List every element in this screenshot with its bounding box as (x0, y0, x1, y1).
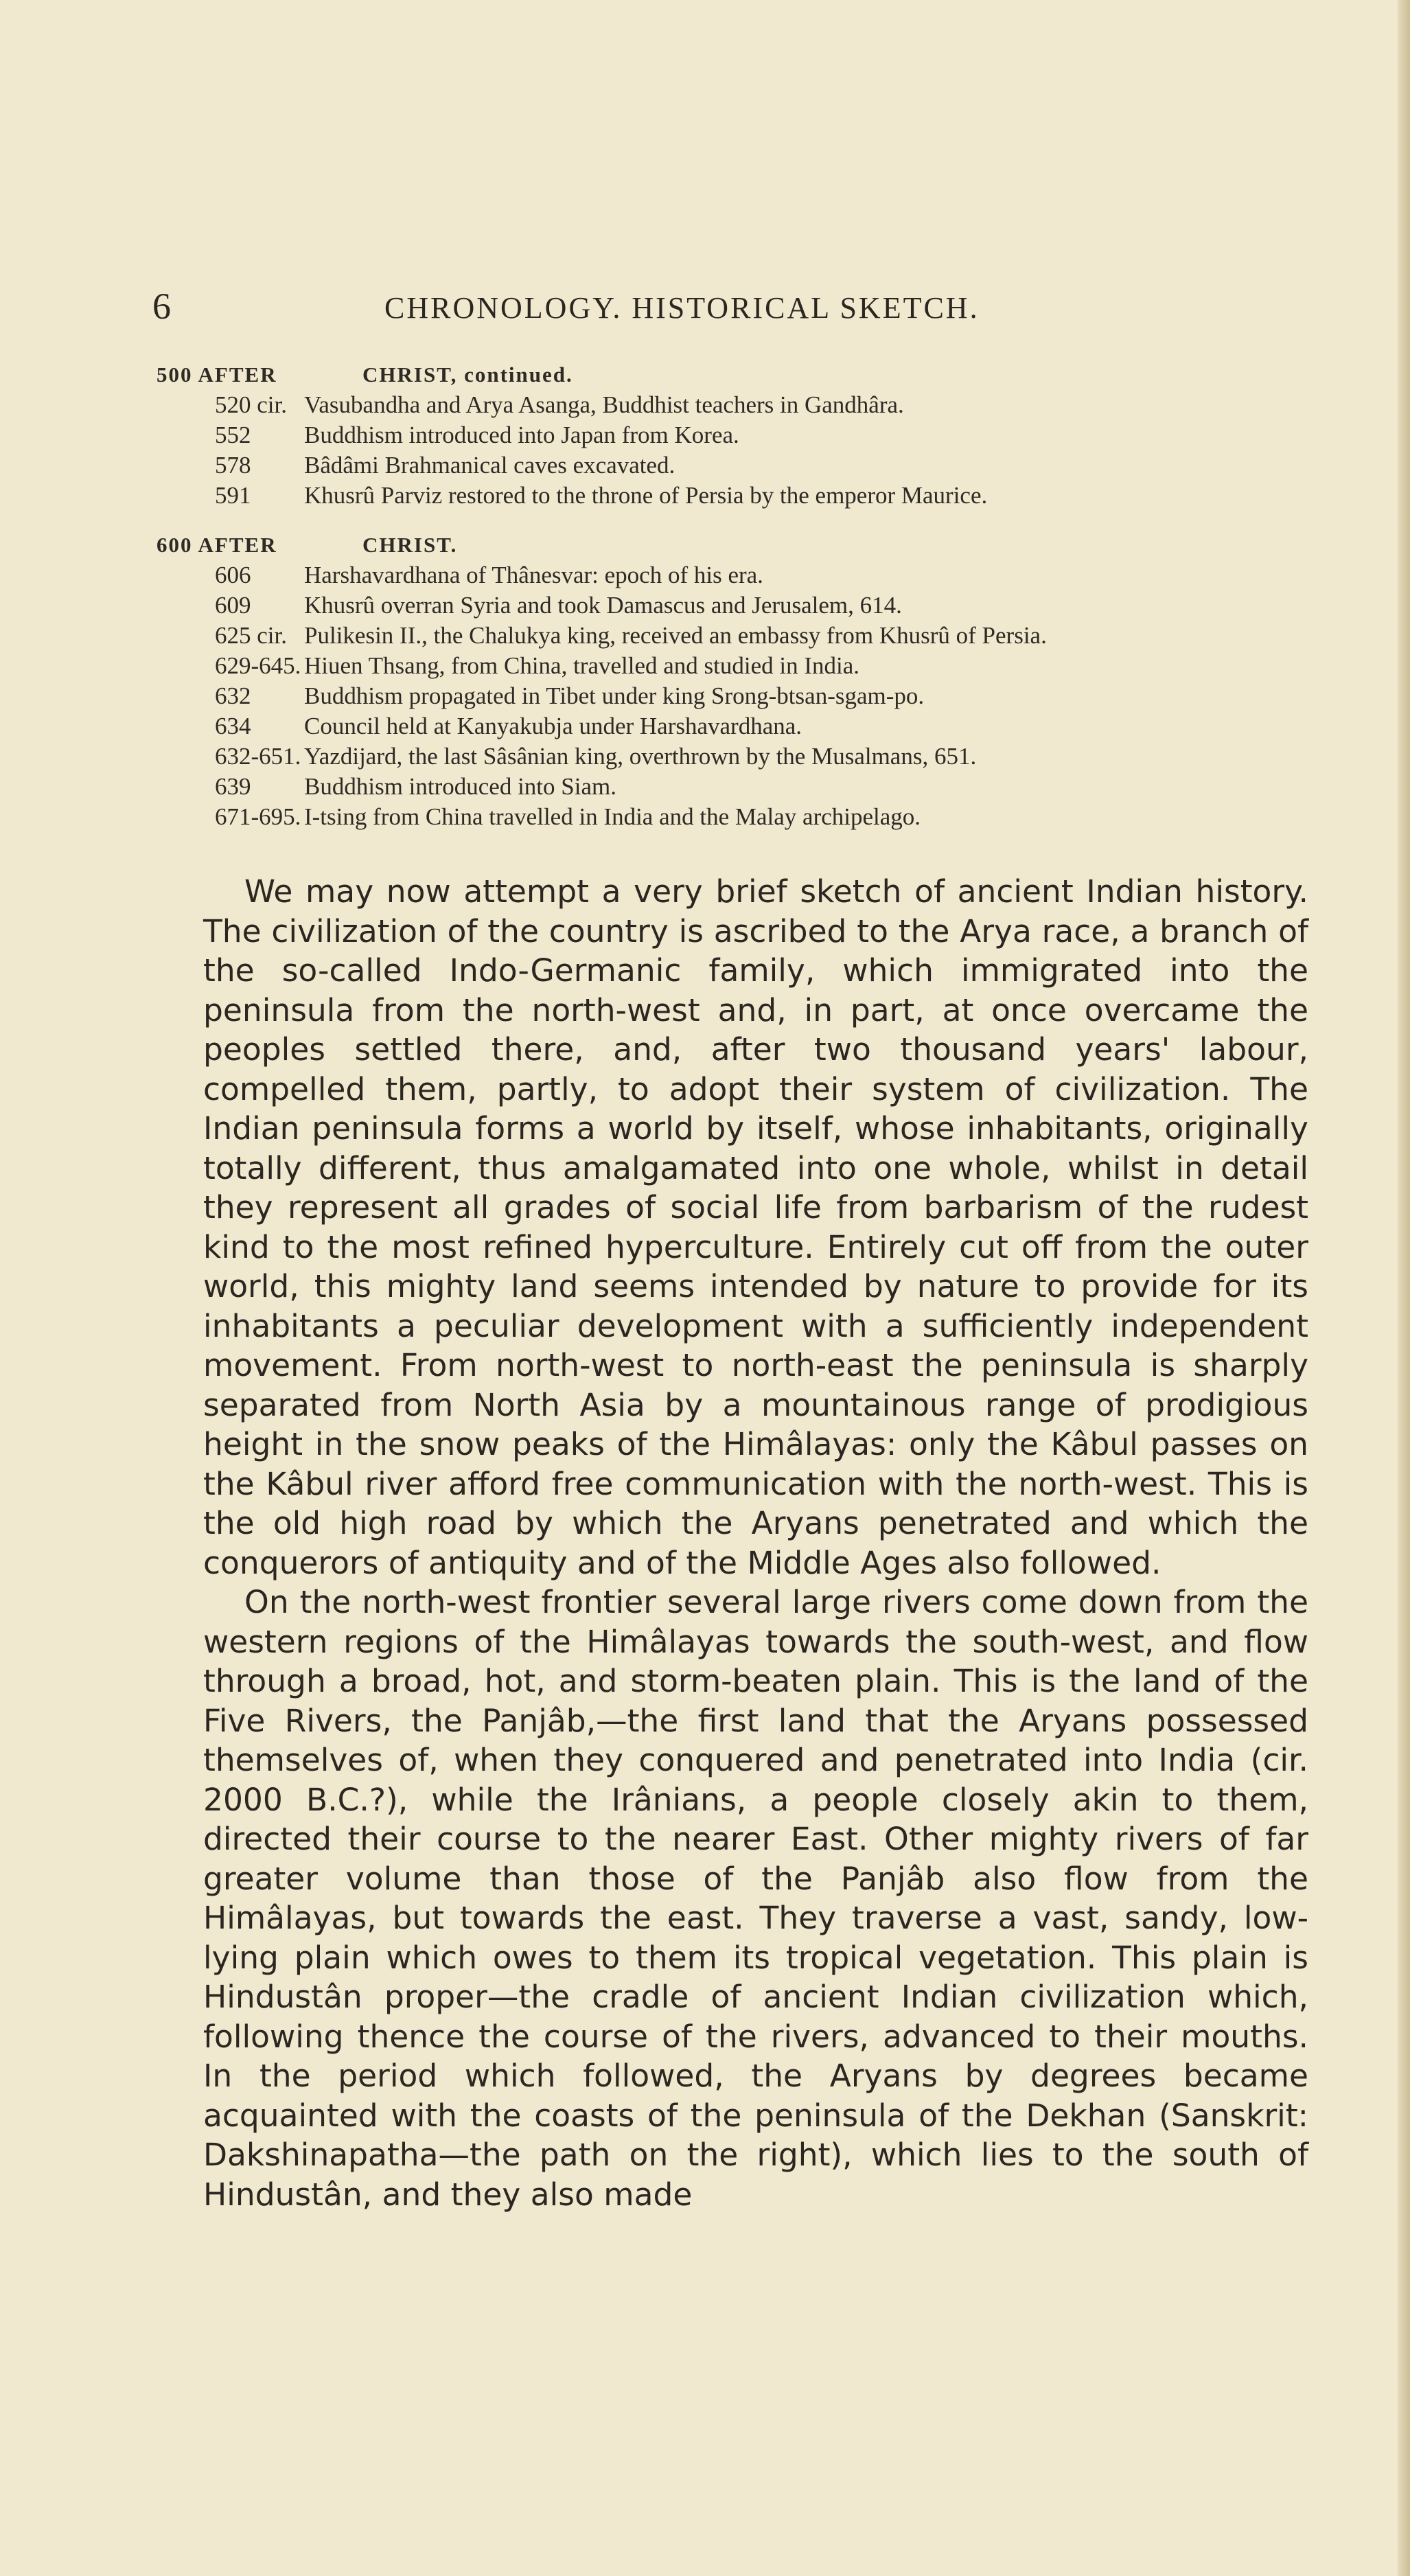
chronology-entry (157, 390, 1324, 420)
entry-date: 591 (215, 482, 251, 509)
entry-date: 629-645. (215, 652, 301, 679)
entry-text: I-tsing from China travelled in India and the Malay archipelago. (304, 803, 921, 830)
section-heading (157, 530, 1324, 560)
chronology-entry (157, 481, 1324, 511)
page-number: 6 (152, 286, 171, 327)
chronology-entry (157, 450, 1324, 481)
entry-text: Khusrû overran Syria and took Damascus and Jerusalem, 614. (304, 592, 902, 619)
chronology-entry (157, 772, 1324, 802)
chronology-entry (157, 741, 1324, 772)
chronology-entry (157, 802, 1324, 832)
entry-text: Buddhism introduced into Japan from Korea. (304, 422, 739, 448)
body-text (203, 872, 1308, 2214)
section-entries (157, 390, 1324, 511)
entry-date: 632 (215, 682, 251, 709)
chronology-entry (157, 711, 1324, 741)
entry-text: Buddhism propagated in Tibet under king Srong-btsan-sgam-po. (304, 682, 925, 709)
entry-date: 671-695. (215, 803, 301, 830)
entry-date: 634 (215, 713, 251, 739)
entry-text: Pulikesin II., the Chalukya king, received an embassy from Khusrû of Persia. (304, 622, 1047, 649)
paragraph (203, 1583, 1308, 2214)
section-heading-left: 600 AFTER (157, 533, 277, 557)
paragraph-text: On the north-west frontier several large rivers come down from the western regions of the Himâlayas towards the south-west, and flow through a broad, hot, and storm-beaten plain. This is the land of the Five Rivers, the Panjâb,—the first land that the Aryans possessed themselves of, when they conquered and penetrated into India (cir. 2000 B.C.?), while the Irânians, a people closely akin to them, directed their course to the nearer East. Other mighty rivers of far greater volume than those of the Panjâb also flow from the Himâlayas, but towards the east. They traverse a vast, sandy, low-lying plain which owes to them its tropical vegetation. This plain is Hindustân proper—the cradle of ancient Indian civilization which, following thence the course of the rivers, advanced to their mouths. In the period which followed, the Aryans by degrees became acquainted with the coasts of the peninsula of the Dekhan (Sanskrit: Dakshinapatha—the path on the right), which lies to the south of Hindustân, and they also made (203, 1584, 1308, 2213)
entry-date: 520 cir. (215, 391, 287, 418)
section-heading-right: CHRIST, continued. (362, 363, 573, 387)
entry-text: Yazdijard, the last Sâsânian king, overthrown by the Musalmans, 651. (304, 743, 977, 770)
entry-date: 632-651. (215, 743, 301, 770)
entry-date: 625 cir. (215, 622, 287, 649)
entry-date: 639 (215, 773, 251, 800)
chronology-entry (157, 560, 1324, 590)
entry-date: 578 (215, 452, 251, 479)
section-heading (157, 360, 1324, 390)
paragraph (203, 872, 1308, 1583)
entry-date: 606 (215, 562, 251, 588)
entry-text: Buddhism introduced into Siam. (304, 773, 616, 800)
page-header (152, 285, 1306, 333)
entry-text: Hiuen Thsang, from China, travelled and studied in India. (304, 652, 860, 679)
entry-text: Bâdâmi Brahmanical caves excavated. (304, 452, 675, 479)
chronology-entry (157, 420, 1324, 450)
entry-text: Council held at Kanyakubja under Harshavardhana. (304, 713, 802, 739)
entry-text: Harshavardhana of Thânesvar: epoch of his era. (304, 562, 763, 588)
section-heading-right: CHRIST. (362, 533, 458, 557)
entry-date: 552 (215, 422, 251, 448)
chronology-entry (157, 651, 1324, 681)
paragraph-text: We may now attempt a very brief sketch of ancient Indian history. The civilization of the country is ascribed to the Arya race, a branch of the so-called Indo-Germanic family, which immigrated into the peninsula from the north-west and, in part, at once overcame the peoples settled there, and, after two thousand years' labour, compelled them, partly, to adopt their system of civilization. The Indian peninsula forms a world by itself, whose inhabitants, originally totally different, thus amalgamated into one whole, whilst in detail they represent all grades of social life from barbarism of the rudest kind to the most refined hyperculture. Entirely cut off from the outer world, this mighty land seems intended by nature to provide for its inhabitants a peculiar development with a sufficiently independent movement. From north-west to north-east the peninsula is sharply separated from North Asia by a mountainous range of prodigious height in the snow peaks of the Himâlayas: only the Kâbul passes on the Kâbul river afford free communication with the north-west. This is the old high road by which the Aryans penetrated and which the conquerors of antiquity and of the Middle Ages also followed. (203, 873, 1308, 1581)
running-head: CHRONOLOGY. HISTORICAL SKETCH. (384, 291, 980, 325)
chronology-table (157, 360, 1324, 832)
entry-text: Khusrû Parviz restored to the throne of Persia by the emperor Maurice. (304, 482, 988, 509)
section-heading-left: 500 AFTER (157, 363, 277, 387)
section-entries (157, 560, 1324, 832)
entry-date: 609 (215, 592, 251, 619)
page-edge (1398, 0, 1410, 2576)
chronology-entry (157, 621, 1324, 651)
chronology-entry (157, 681, 1324, 711)
chronology-entry (157, 590, 1324, 621)
entry-text: Vasubandha and Arya Asanga, Buddhist teachers in Gandhâra. (304, 391, 904, 418)
